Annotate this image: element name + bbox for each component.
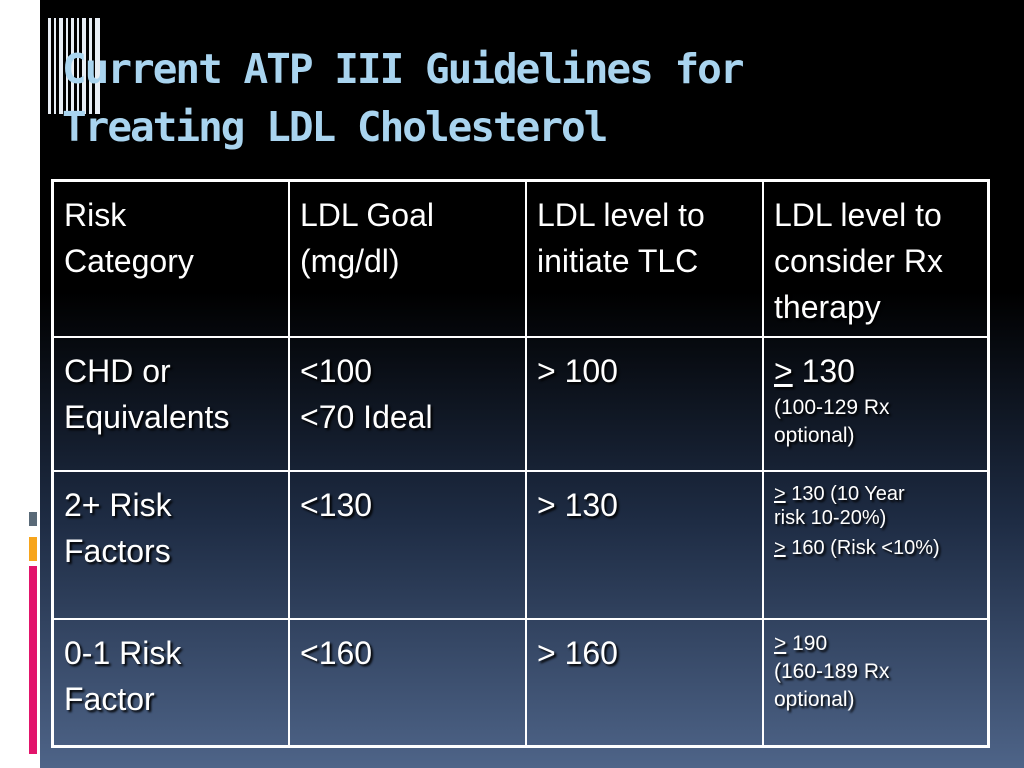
goal-line-2: <70 Ideal — [300, 399, 433, 435]
risk-line-1: 2+ Risk — [64, 487, 172, 523]
header-goal-line-1: LDL Goal — [300, 197, 434, 233]
cell-initiate-tlc: > 130 — [526, 471, 763, 619]
header-rx-line-2: consider Rx — [774, 243, 943, 279]
rx-item-a — [774, 482, 977, 506]
cell-ldl-goal: <130 — [289, 471, 526, 619]
header-tlc-line-2: initiate TLC — [537, 243, 699, 279]
rx-a-text-2: risk 10-20%) — [774, 507, 887, 529]
rx-b-symbol: > — [774, 537, 786, 559]
slide — [40, 0, 1024, 768]
cell-consider-rx — [763, 619, 989, 746]
header-rx-line-3: therapy — [774, 289, 881, 325]
orange-accent-bar — [29, 537, 37, 561]
magenta-accent-bar — [29, 566, 37, 754]
slide-title — [62, 40, 962, 156]
risk-line-2: Factor — [64, 681, 155, 717]
header-risk-line-2: Category — [64, 243, 194, 279]
cell-ldl-goal — [289, 337, 526, 471]
goal-line-1: <100 — [300, 353, 373, 389]
rx-item-b — [774, 536, 977, 560]
risk-line-1: 0-1 Risk — [64, 635, 182, 671]
header-ldl-goal — [289, 181, 526, 338]
header-risk-category — [53, 181, 290, 338]
rx-main — [774, 348, 977, 394]
rx-note-line-1: (100-129 Rx — [774, 396, 890, 419]
cell-initiate-tlc: > 160 — [526, 619, 763, 746]
gray-accent-bar — [29, 512, 37, 526]
rx-symbol: > — [774, 353, 793, 389]
rx-value: 130 — [792, 353, 855, 389]
title-line-2: Treating LDL Cholesterol — [62, 103, 607, 151]
risk-line-1: CHD or — [64, 353, 171, 389]
risk-line-2: Equivalents — [64, 399, 230, 435]
header-initiate-tlc — [526, 181, 763, 338]
rx-value: 190 — [786, 632, 828, 655]
rx-symbol: > — [774, 632, 787, 655]
title-line-1: Current ATP III Guidelines for — [62, 45, 743, 93]
header-consider-rx — [763, 181, 989, 338]
left-accent-strip — [0, 0, 40, 768]
cell-consider-rx — [763, 471, 989, 619]
header-rx-line-1: LDL level to — [774, 197, 942, 233]
header-goal-line-2: (mg/dl) — [300, 243, 400, 279]
cell-consider-rx — [763, 337, 989, 471]
rx-note-line-1: (160-189 Rx — [774, 660, 890, 683]
ldl-guidelines-table — [51, 179, 990, 748]
table-header-row — [53, 181, 989, 338]
cell-ldl-goal: <160 — [289, 619, 526, 746]
table-row — [53, 337, 989, 471]
table-row — [53, 471, 989, 619]
rx-note-line-2: optional) — [774, 688, 855, 711]
cell-risk-category — [53, 337, 290, 471]
cell-initiate-tlc: > 100 — [526, 337, 763, 471]
cell-risk-category — [53, 471, 290, 619]
risk-line-2: Factors — [64, 533, 171, 569]
rx-main — [774, 630, 977, 658]
table-row — [53, 619, 989, 746]
rx-a-symbol: > — [774, 483, 786, 505]
rx-b-text: 160 (Risk <10%) — [785, 537, 940, 559]
rx-a-text-1: 130 (10 Year — [785, 483, 905, 505]
rx-note-line-2: optional) — [774, 424, 855, 447]
cell-risk-category — [53, 619, 290, 746]
header-risk-line-1: Risk — [64, 197, 127, 233]
header-tlc-line-1: LDL level to — [537, 197, 705, 233]
